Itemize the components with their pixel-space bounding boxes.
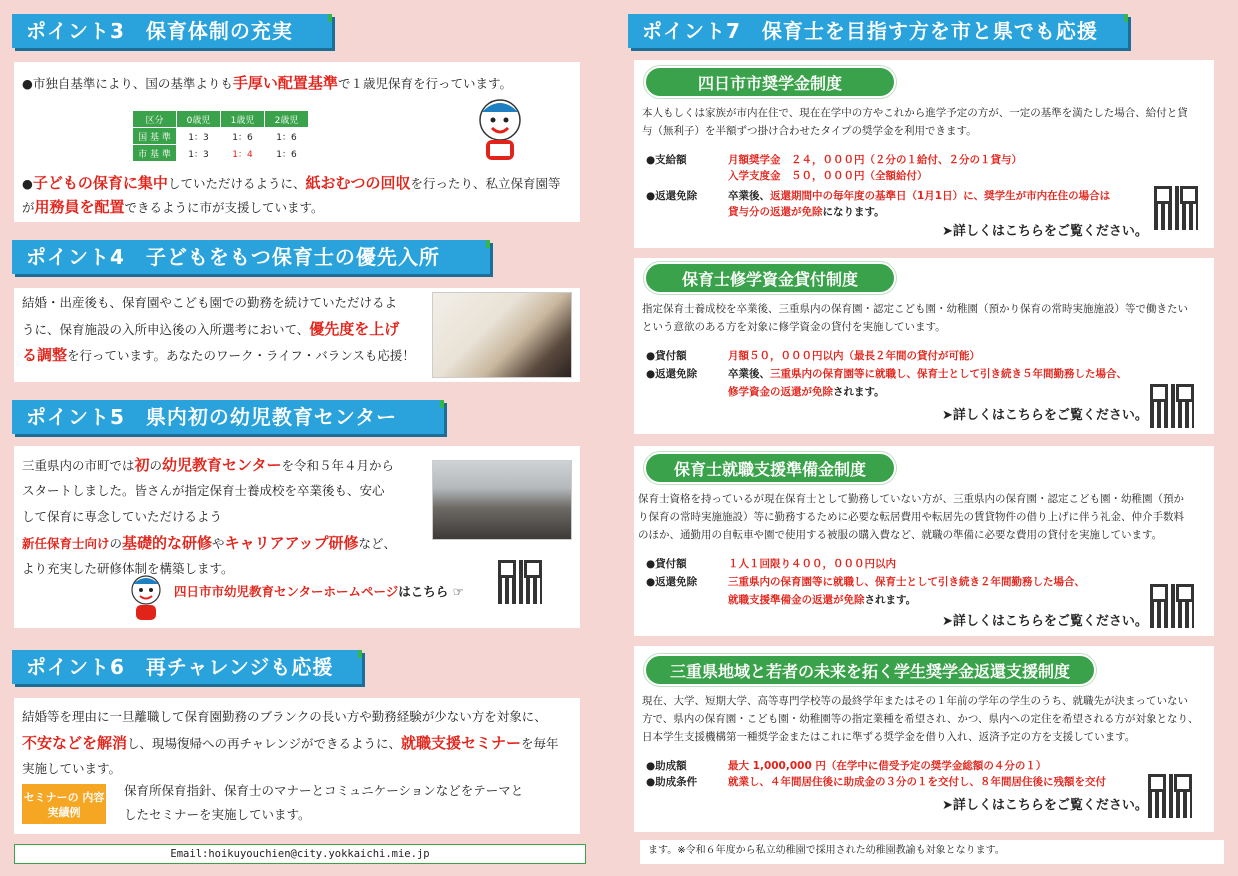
s1-value-enrollment: 入学支度金 ５０，０００円（全額給付）: [728, 170, 928, 182]
s4-value-amount: 最大 1,000,000 円（在学中に借受予定の奨学金総額の４分の１）: [728, 760, 1047, 772]
s1-more-link[interactable]: ➤詳しくはこちらをご覧ください。: [942, 224, 1148, 239]
point5-title: ポイント5 県内初の幼児教育センター: [26, 405, 398, 429]
s1-label-exemption: ●返還免除: [646, 190, 698, 202]
p5-text: を令和５年４月から: [281, 458, 394, 473]
footnote-text: ます。※令和６年度から私立幼稚園で採用された幼稚園教諭も対象となります。: [648, 845, 1005, 856]
p6-text: 保育所保育指針、保育士のマナーとコミュニケーションなどをテーマと: [124, 783, 524, 798]
p5-text: より充実した研修体制を構築します。: [22, 561, 234, 576]
point5-banner: [12, 400, 444, 434]
s1-description: 本人もしくは家族が市内在住で、現在在学中の方やこれから進学予定の方が、一定の基準を満たした場合、給付と貸: [642, 107, 1188, 119]
p3-text: が: [22, 200, 35, 215]
table-header: 区分: [133, 111, 177, 128]
s3-more-link[interactable]: ➤詳しくはこちらをご覧ください。: [942, 614, 1148, 629]
s3-exemption-condition: 三重県内の保育園等に就職し、保育士として引き続き２年間勤務した場合、: [728, 576, 1085, 588]
table-cell: 1：6: [265, 128, 309, 145]
s1-description: 与（無利子）を半額ずつ掛け合わせたタイプの奨学金を利用できます。: [642, 125, 977, 137]
qr-code-icon[interactable]: [1150, 584, 1194, 628]
study-loan-panel: [634, 258, 1214, 434]
qr-code-icon[interactable]: [1150, 384, 1194, 428]
job-support-panel: [634, 446, 1214, 636]
p5-text: など、: [358, 536, 397, 551]
s1-exemption-result: 貸与分の返還が免除: [728, 206, 823, 218]
table-cell: 1：6: [221, 128, 265, 145]
point3-title: ポイント3 保育体制の充実: [26, 19, 293, 43]
p4-highlight-adjust: る調整: [22, 346, 68, 364]
center-homepage-label: 四日市市幼児教育センターホームページ: [174, 584, 399, 599]
p4-text: うに、保育施設の入所申込後の入所選考において、: [22, 322, 310, 337]
p3-text: できるように市が支援しています。: [124, 200, 324, 215]
p6-text: 実施しています。: [22, 761, 122, 776]
table-cell: 1：6: [265, 145, 309, 162]
s1-text: になります。: [822, 206, 885, 218]
p4-highlight-priority: 優先度を上げ: [309, 320, 400, 338]
s4-more-link[interactable]: ➤詳しくはこちらをご覧ください。: [942, 798, 1148, 813]
repayment-support-title: 三重県地域と若者の未来を拓く学生奨学金返還支援制度: [644, 654, 1096, 686]
point3-panel: [14, 62, 580, 222]
point6-title: ポイント6 再チャレンジも応援: [26, 655, 334, 679]
qr-code-icon[interactable]: [1154, 186, 1198, 230]
p3-text: を行ったり、私立保育園等: [410, 176, 561, 191]
p6-highlight-resolve: 不安などを解消: [22, 734, 128, 752]
p5-text: の: [109, 536, 123, 551]
s3-exemption-result: 就職支援準備金の返還が免除: [728, 594, 865, 606]
point3-banner: [12, 14, 332, 48]
p3-highlight-staffing: 手厚い配置基準: [232, 74, 338, 92]
point4-banner: [12, 240, 490, 274]
classroom-photo: [432, 292, 572, 378]
table-header: 2歳児: [265, 111, 309, 128]
p3-text: で１歳児保育を行っています。: [337, 76, 512, 91]
point4-title: ポイント4 子どもをもつ保育士の優先入所: [26, 245, 440, 269]
s4-label-condition: ●助成条件: [646, 776, 698, 788]
s2-label-amount: ●貸付額: [646, 350, 687, 362]
point7-banner: [628, 14, 1128, 48]
mascot-illustration: [472, 96, 528, 166]
s2-value-amount: 月額５０，０００円以内（最長２年間の貸付が可能）: [728, 350, 980, 362]
s2-text: されます。: [833, 386, 885, 398]
table-cell-highlight: 1：4: [221, 145, 265, 162]
p3-highlight-diaper: 紙おむつの回収: [305, 174, 411, 192]
s2-description: という意欲のある方を対象に修学資金の貸付を実施しています。: [642, 321, 946, 333]
s1-text: 卒業後、: [728, 190, 770, 202]
study-loan-title: 保育士修学資金貸付制度: [644, 262, 896, 294]
p6-text: 結婚等を理由に一旦離職して保育園勤務のブランクの長い方や勤務経験が少ない方を対象に、: [22, 709, 547, 724]
s3-label-exemption: ●返還免除: [646, 576, 698, 588]
seminar-example-tag: セミナーの 内容実績例: [22, 784, 106, 824]
scholarship-title: 四日市市奨学金制度: [644, 66, 896, 98]
p3-text: していただけるように、: [167, 176, 306, 191]
point6-banner: [12, 650, 362, 684]
s2-exemption-result: 修学資金の返還が免除: [728, 386, 833, 398]
p5-text: の: [149, 458, 163, 473]
p5-text: や: [212, 536, 225, 551]
s1-label-amount: ●支給額: [646, 154, 687, 166]
s4-description: 日本学生支援機構第一種奨学金またはこれに準ずる奨学金を借り入れ、返済予定の方を支援しています。: [642, 731, 1136, 743]
s3-value-amount: １人１回限り４００，０００円以内: [728, 558, 896, 570]
center-homepage-suffix: はこちら ☞: [398, 584, 464, 599]
s3-text: されます。: [864, 594, 917, 606]
p6-text: し、現場復帰への再チャレンジができるように、: [127, 736, 402, 751]
footnote-bar: [640, 840, 1224, 864]
s4-value-condition: 就業し、４年間居住後に助成金の３分の１を交付し、８年間居住後に残額を交付: [728, 776, 1106, 788]
staffing-ratio-table: [132, 110, 309, 162]
p4-text: を行っています。あなたのワーク・ライフ・バランスも応援！: [67, 348, 415, 363]
point5-panel: [14, 446, 580, 628]
job-support-title: 保育士就職支援準備金制度: [644, 452, 896, 484]
center-homepage-link[interactable]: [174, 582, 464, 600]
p5-text: 三重県内の市町では: [22, 458, 135, 473]
p3-text: ●: [22, 176, 33, 191]
p6-text: を毎年: [521, 736, 559, 751]
s3-description: のほか、通勤用の自転車や園で使用する被服の購入費など、就職の準備に必要な費用の貸付を実施しています。: [638, 529, 1163, 541]
qr-code-icon[interactable]: [498, 560, 542, 604]
email-bar: [14, 844, 586, 864]
s4-description: 現在、大学、短期大学、高等専門学校等の最終学年またはその１年前の学年の学生のうち、就職先が決まっていない: [642, 695, 1188, 707]
s4-label-amount: ●助成額: [646, 760, 687, 772]
table-row-label: 市 基 準: [133, 145, 177, 162]
point4-panel: [14, 288, 580, 382]
s1-exemption-condition: 返還期間中の毎年度の基準日（1月1日）に、奨学生が市内在住の場合は: [770, 190, 1111, 202]
contact-email[interactable]: Email:hoikuyouchien@city.yokkaichi.mie.jp: [170, 848, 430, 860]
p5-highlight-first: 初: [134, 456, 150, 474]
p5-text: して保育に専念していただけるよう: [22, 509, 223, 524]
table-cell: 1：3: [177, 128, 221, 145]
s2-exemption-condition: 三重県内の保育園等に就職し、保育士として引き続き５年間勤務した場合、: [770, 368, 1127, 380]
s2-description: 指定保育士養成校を卒業後、三重県内の保育園・認定こども園・幼稚園（預かり保育の常時実施施設）等で働きたい: [642, 303, 1188, 315]
mascot-illustration-small: [126, 572, 166, 624]
p5-highlight-basic: 基礎的な研修: [122, 534, 213, 552]
p6-text: したセミナーを実施しています。: [124, 807, 311, 822]
table-row-label: 国 基 準: [133, 128, 177, 145]
s3-label-amount: ●貸付額: [646, 558, 687, 570]
qr-code-icon[interactable]: [1148, 774, 1192, 818]
s2-label-exemption: ●返還免除: [646, 368, 698, 380]
point6-panel: [14, 698, 580, 834]
p5-text: スタートしました。皆さんが指定保育士養成校を卒業後も、安心: [22, 483, 385, 498]
p6-highlight-seminar: 就職支援セミナー: [401, 734, 522, 752]
s4-description: 方で、県内の保育園・こども園・幼稚園等の指定業種を希望され、かつ、県内への定住を希望される方が対象となり、: [642, 713, 1199, 725]
repayment-support-panel: [634, 646, 1214, 832]
p5-highlight-center: 幼児教育センター: [162, 456, 282, 474]
table-header: 0歳児: [177, 111, 221, 128]
s2-text: 卒業後、: [728, 368, 770, 380]
p3-text: ●市独自基準により、国の基準よりも: [22, 76, 233, 91]
table-cell: 1：3: [177, 145, 221, 162]
table-header: 1歳児: [221, 111, 265, 128]
s3-description: 保育士資格を持っているが現在保育士として勤務していない方が、三重県内の保育園・認定こども園・幼稚園（預か: [638, 493, 1184, 505]
p5-highlight-career: キャリアアップ研修: [224, 534, 359, 552]
p3-highlight-janitor: 用務員を配置: [34, 198, 125, 216]
s1-value-monthly: 月額奨学金 ２４，０００円（２分の１給付、２分の１貸与）: [728, 154, 1022, 166]
p5-highlight-new: 新任保育士向け: [22, 536, 110, 551]
p4-text: 結婚・出産後も、保育園やこども園での勤務を続けていただけるよ: [22, 295, 398, 310]
seminar-photo: [432, 460, 572, 540]
scholarship-panel: [634, 60, 1214, 248]
s3-description: り保育の常時実施施設）等に勤務するために必要な転居費用や転居先の賃貸物件の借り上げに伴う礼金、仲介手数料: [638, 511, 1184, 523]
point7-title: ポイント7 保育士を目指す方を市と県でも応援: [642, 19, 1098, 43]
s2-more-link[interactable]: ➤詳しくはこちらをご覧ください。: [942, 408, 1148, 423]
p3-highlight-focus: 子どもの保育に集中: [32, 174, 168, 192]
